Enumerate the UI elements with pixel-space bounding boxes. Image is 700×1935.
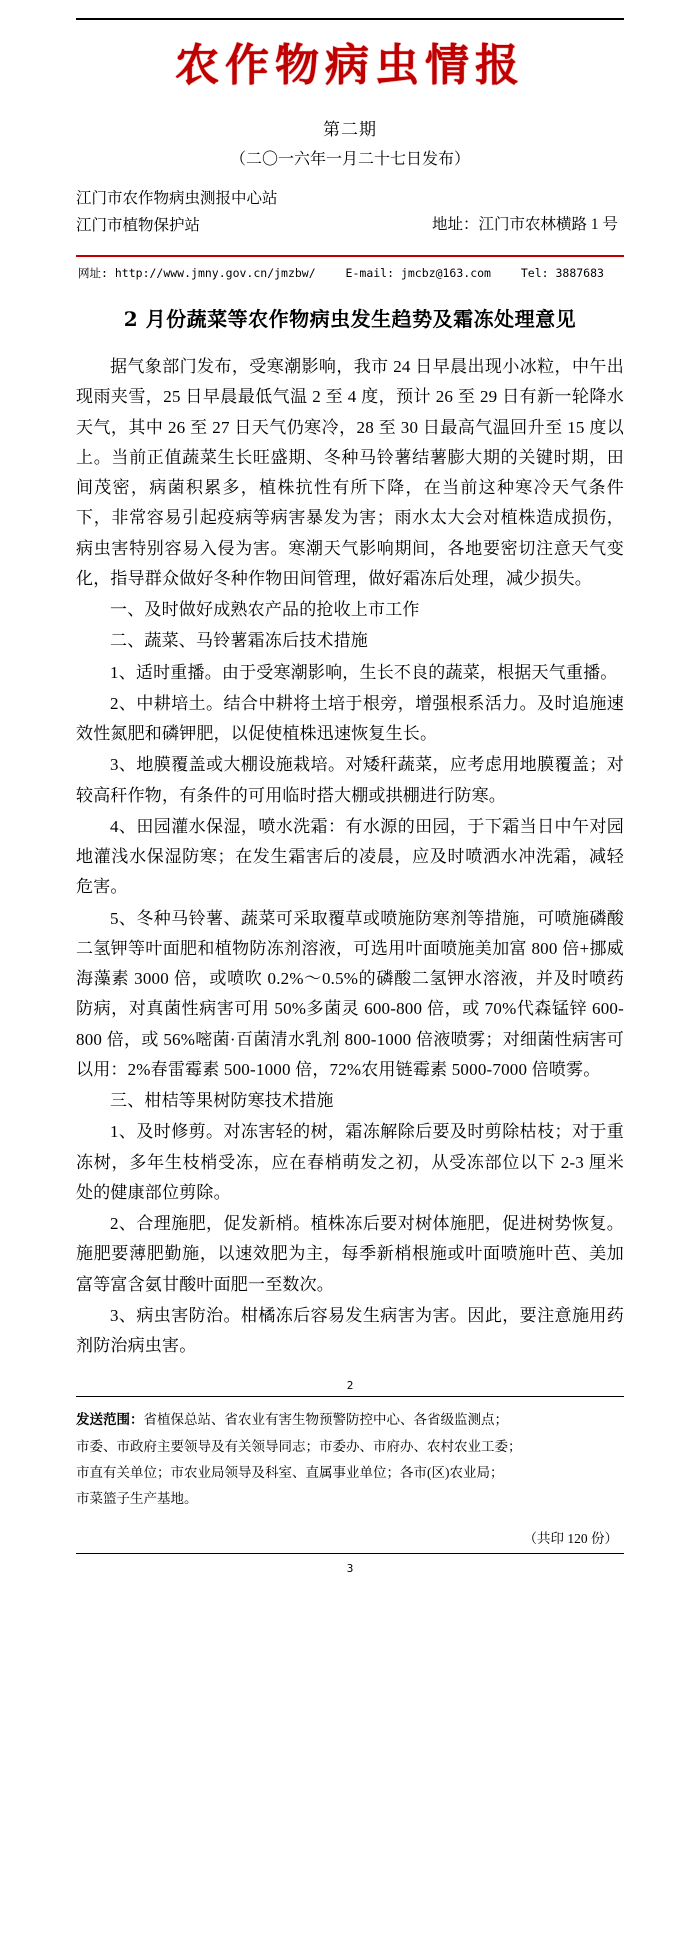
body-paragraph: 二、蔬菜、马铃薯霜冻后技术措施 (110, 631, 368, 651)
footer-divider-top (76, 1396, 624, 1397)
distribution-line: 市菜篮子生产基地。 (76, 1491, 198, 1507)
body-paragraph: 2、合理施肥，促发新梢。植株冻后要对树体施肥，促进树势恢复。施肥要薄肥勤施，以速效肥为主，每季新梢根施或叶面喷施叶芭、美加富等富含氨甘酸叶面肥一至数次。 (76, 1214, 624, 1294)
body-paragraph: 三、柑桔等果树防寒技术措施 (110, 1091, 334, 1110)
distribution-text: 省植保总站、省农业有害生物预警防控中心、各省级监测点； (143, 1412, 508, 1428)
organization-line-1: 江门市农作物病虫测报中心站 (76, 190, 278, 207)
body-paragraph: 4、田园灌水保湿，喷水洗霜：有水源的田园，于下霜当日中午对园地灌浅水保湿防寒；在发生霜害后的凌晨，应及时喷洒水冲洗霜，减轻危害。 (76, 816, 624, 897)
body-paragraph: 1、及时修剪。对冻害轻的树，霜冻解除后要及时剪除枯枝；对于重冻树，多年生枝梢受冻，应在春梢萌发之初，从受冻部位以下 2-3 厘米处的健康部位剪除。 (76, 1122, 624, 1202)
page-number-bottom: 3 (346, 1561, 354, 1575)
distribution-block (76, 1407, 624, 1512)
masthead-divider (76, 255, 624, 257)
email-address[interactable]: jmcbz@163.com (400, 266, 491, 280)
issuing-organizations (76, 185, 624, 241)
distribution-label: 发送范围： (76, 1412, 144, 1428)
footer-divider-bottom (76, 1553, 624, 1554)
issue-number: 第二期 (323, 120, 377, 139)
tel-label: Tel: (520, 266, 549, 280)
body-paragraph: 据气象部门发布，受寒潮影响，我市 24 日早晨出现小冰粒，中午出现雨夹雪，25 日早晨最低气温 2 至 4 度，预计 26 至 29 日有新一轮降水天气，其中 26 至 27 日天气仍寒冷，28 至 30 日最高气温回升至 15 度以上。当前正值蔬菜生长旺盛期、冬种马铃薯结薯膨大期的关键时期，田间茂密，病菌积累多，植株抗性有所下降，在当前这种寒冷天气条件下，非常容易引起疫病等病害暴发为害；雨水太大会对植株造成损伤，病虫害特别容易入侵为害。寒潮天气影响期间，各地要密切注意天气变化，指导群众做好冬种作物田间管理，做好霜冻后处理，减少损失。 (76, 357, 624, 588)
issue-date: （二〇一六年一月二十七日发布） (229, 151, 470, 168)
website-url[interactable]: http://www.jmny.gov.cn/jmzbw/ (114, 266, 316, 280)
document-title: 2 月份蔬菜等农作物病虫发生趋势及霜冻处理意见 (123, 307, 577, 331)
header-divider (76, 18, 624, 20)
distribution-line (76, 1407, 624, 1433)
document-body (76, 352, 624, 1361)
page-number-middle: 2 (346, 1379, 354, 1393)
body-paragraph: 1、适时重播。由于受寒潮影响，生长不良的蔬菜，根据天气重播。 (110, 662, 618, 682)
copies-count: （共印 120 份） (523, 1530, 618, 1546)
body-paragraph: 5、冬种马铃薯、蔬菜可采取覆草或喷施防寒剂等措施，可喷施磷酸二氢钾等叶面肥和植物防冻剂溶液，可选用叶面喷施美加富 800 倍+挪威海藻素 3000 倍，或喷吹 0.2%～0.5%的磷酸二氢钾水溶液，并及时喷药防病，对真菌性病害可用 50%多菌灵 600-800 倍，或 70%代森锰锌 600-800 倍，或 56%嘧菌·百菌清水乳剂 800-1000 倍液喷雾；对细菌性病害可以用：2%春雷霉素 500-1000 倍，72%农用链霉素 5000-7000 倍喷雾。 (76, 908, 624, 1079)
contact-line (76, 265, 624, 281)
body-paragraph: 一、及时做好成熟农产品的抢收上市工作 (110, 600, 420, 619)
website-label: 网址: (78, 266, 108, 280)
body-paragraph: 3、地膜覆盖或大棚设施栽培。对矮秆蔬菜，应考虑用地膜覆盖；对较高秆作物，有条件的可用临时搭大棚或拱棚进行防寒。 (76, 755, 624, 805)
organization-address: 地址：江门市农林横路 1 号 (431, 216, 618, 233)
tel-number: 3887683 (555, 266, 604, 280)
distribution-line: 市委、市政府主要领导及有关领导同志；市委办、市府办、农村农业工委； (76, 1438, 522, 1454)
page-title: 农作物病虫情报 (175, 40, 525, 91)
email-label: E-mail: (345, 266, 395, 280)
distribution-line: 市直有关单位；市农业局领导及科室、直属事业单位；各市(区)农业局； (76, 1464, 504, 1480)
organization-line-2: 江门市植物保护站 (76, 217, 201, 235)
body-paragraph: 2、中耕培土。结合中耕将土培于根旁，增强根系活力。及时追施速效性氮肥和磷钾肥，以促使植株迅速恢复生长。 (76, 693, 624, 743)
body-paragraph: 3、病虫害防治。柑橘冻后容易发生病害为害。因此，要注意施用药剂防治病虫害。 (76, 1305, 624, 1355)
